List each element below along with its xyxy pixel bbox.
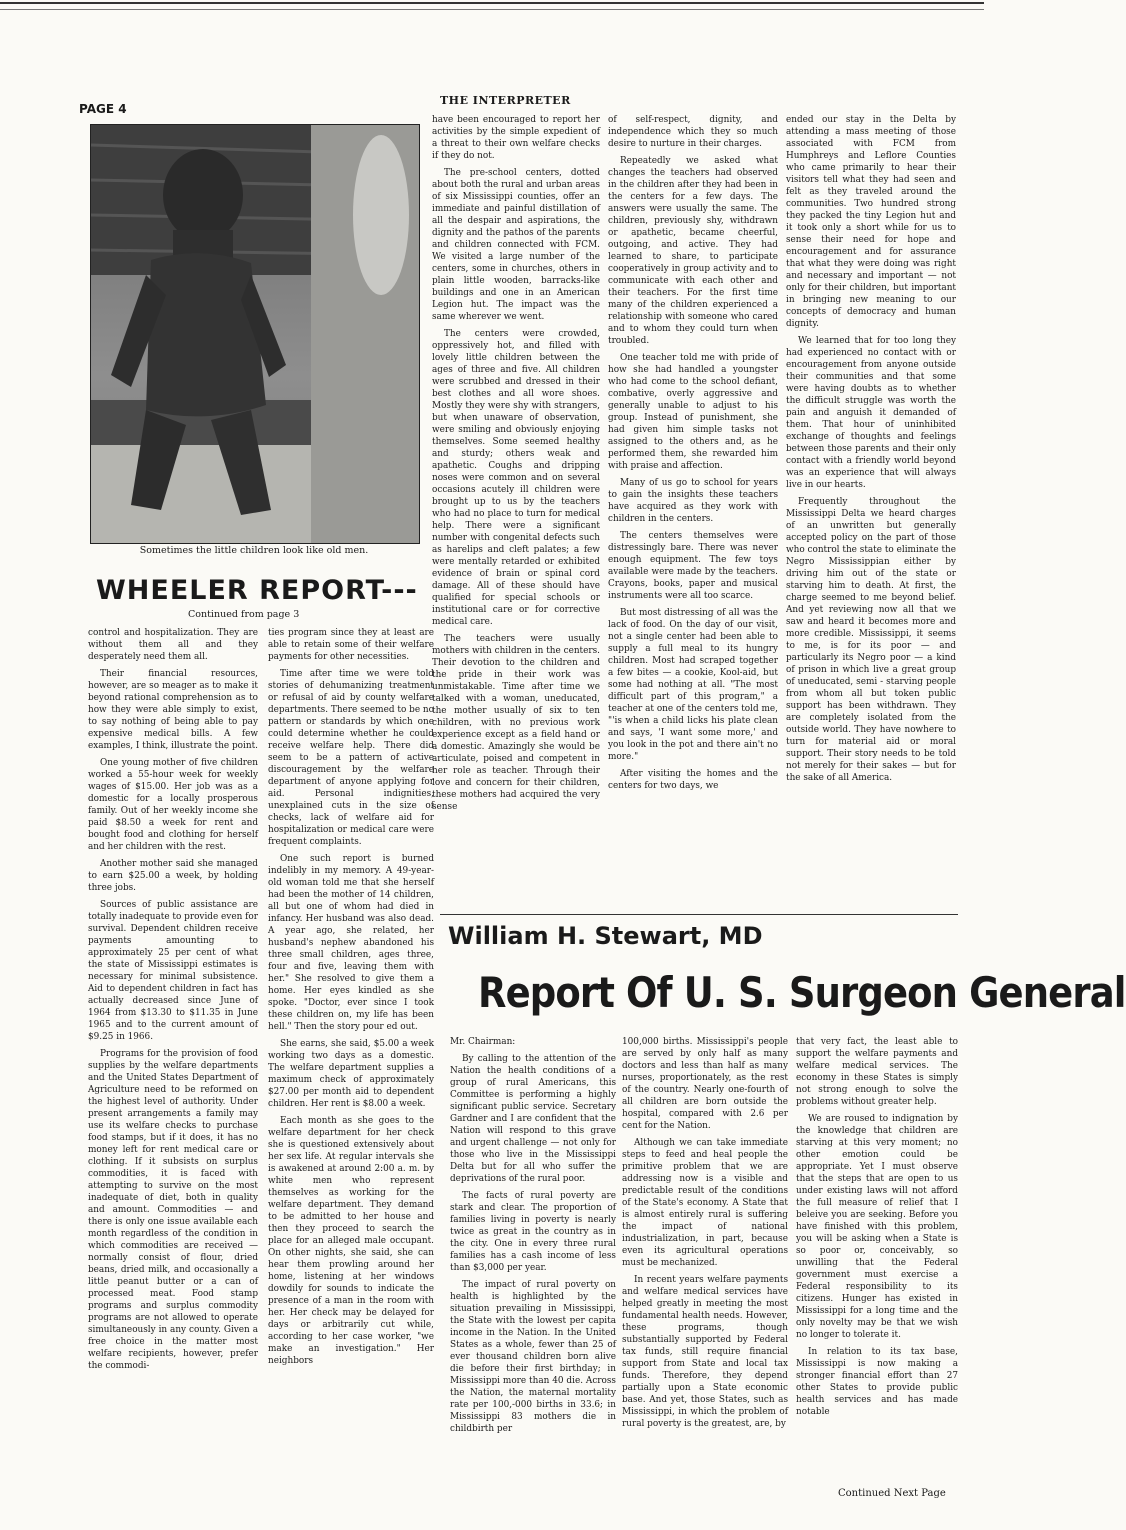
page-number: PAGE 4 (79, 102, 127, 116)
photo-image (91, 125, 419, 543)
paragraph: One young mother of five children worked a 55-hour week for weekly wages of $15.00. Her job was as a domestic for a locally prosperous family. Out of her weekly income she paid $8.50 a week for rent and bought food and clothing for herself and her children with the rest. (88, 758, 258, 852)
paragraph: Programs for the provision of food supplies by the welfare departments and the United States Department of Agriculture need to be reformed on the highest level of authority. Under present arrangements a family may use its welfare checks to purchase food stamps, but if it does, it has no money left for rent medical care or clothing. If it subsists on surplus commodities, it is faced with attempting to survive on the most inadequate of diet, both in quality and amount. Commodities — and there is only one issue available each month regardless of the condition in which commodities are received — normally consist of flour, dried beans, dried milk, and occasionally a little peanut butter or a can of processed meat. Food stamp programs and surplus commodity programs are not allowed to operate simultaneously in any county. Given a free choice in the matter most welfare recipients, however, prefer the commodi- (88, 1049, 258, 1371)
paragraph: We learned that for too long they had experienced no contact with or encouragement from anyone outside their communities and that some were having doubts as to whether the difficult struggle was worth the pain and anguish it demanded of them. That hour of uninhibited exchange of thoughts and feelings between those parents and their only contact with a friendly world beyond was an experience that will always live in our hearts. (786, 336, 956, 490)
paragraph: The impact of rural poverty on health is highlighted by the situation prevailing in Mississippi, the State with the lowest per capita income in the Nation. In the United States as a whole, fewer than 25 of ever thousand children born alive die before their first birthday; in Mississippi more than 40 die. Across the Nation, the maternal mortality rate per 100,-000 births in 33.6; in Mississippi 83 mothers die in childbirth per (450, 1280, 616, 1434)
paragraph: She earns, she said, $5.00 a week working two days as a domestic. The welfare department supplies a maximum check of approximately $27.00 per month aid to dependent children. Her rent is $8.00 a week. (268, 1039, 434, 1109)
stewart-column-3 (796, 1036, 958, 1481)
continued-next: Continued Next Page (838, 1488, 946, 1499)
paragraph: have been encouraged to report her activities by the simple expedient of a threat to their own welfare checks if they do not. (432, 115, 600, 161)
paragraph: We are roused to indignation by the knowledge that children are starving at this very moment; no other emotion could be appropriate. Yet I must observe that the steps that are open to us under existing laws will not afford the full measure of relief that I beleive you are seeking. Before you have finished with this problem, you will be asking when a State is so poor or, conceivably, so unwilling that the Federal government must exercise a Federal responsibility to its citizens. Hunger has existed in Mississippi for a long time and the only novelty may be that we wish no longer to tolerate it. (796, 1114, 958, 1340)
paragraph: Repeatedly we asked what changes the teachers had observed in the children after they had been in the centers for a few days. The answers were usually the same. The children, previously shy, withdrawn or apathetic, became cheerful, outgoing, and active. They had learned to share, to participate cooperatively in group activity and to communicate with each other and their teachers. For the first time many of the children experienced a relationship with someone who cared and to whom they could turn when troubled. (608, 156, 778, 346)
wheeler-column-3 (432, 114, 600, 904)
paragraph: Many of us go to school for years to gain the insights these teachers have acquired as they work with children in the centers. (608, 478, 778, 524)
paragraph: Mr. Chairman: (450, 1037, 516, 1047)
stewart-column-2 (622, 1036, 788, 1481)
paragraph: One such report is burned indelibly in my memory. A 49-year-old woman told me that she herself had been the mother of 14 children, all but one of whom had died in infancy. Her husband was also dead. A year ago, she related, her husband's nephew abandoned his three small children, ages three, four and five, leaving them with her." She resolved to give them a home. Her eyes kindled as she spoke. "Doctor, ever since I took these children on, my life has been hell." Then the story pour ed out. (268, 854, 434, 1032)
stewart-column-1 (450, 1036, 616, 1481)
paragraph: One teacher told me with pride of how she had handled a youngster who had come to the school defiant, combative, overly aggressive and generally unable to adjust to his group. Instead of punishment, she had given him simple tasks not assigned to the others and, as he performed them, she rewarded him with praise and affection. (608, 353, 778, 471)
wheeler-headline: WHEELER REPORT--- (96, 575, 418, 606)
top-border (0, 2, 984, 10)
paragraph: of self-respect, dignity, and independence which they so much desire to nurture in their charges. (608, 115, 778, 149)
wheeler-column-5 (786, 114, 956, 904)
wheeler-column-2 (268, 627, 434, 1522)
section-rule (440, 914, 958, 915)
wheeler-column-1 (88, 627, 258, 1522)
wheeler-column-4 (608, 114, 778, 904)
paragraph: The pre-school centers, dotted about both the rural and urban areas of six Mississippi counties, offer an immediate and painful distillation of all the despair and aspirations, the dignity and the pathos of the parents and children connected with FCM. We visited a large number of the centers, some in churches, others in plain little wooden, barracks-like buildings and one in an American Legion hut. The impact was the same wherever we went. (432, 168, 600, 322)
paragraph: that very fact, the least able to support the welfare payments and welfare medical services. The economy in these States is simply not strong enough to solve the problems without greater help. (796, 1037, 958, 1107)
paragraph: The teachers were usually mothers with children in the centers. Their devotion to the children and the pride in their work was unmistakable. Time after time we talked with a woman, uneducated, the mother usually of six to ten children, with no previous work experience except as a field hand or a domestic. Amazingly she would be articulate, poised and competent in her role as teacher. Through their love and concern for their children, these mothers had acquired the very sense (432, 634, 600, 812)
paragraph: control and hospitalization. They are without them all and they desperately need them all. (88, 628, 258, 662)
paragraph: The centers were crowded, oppressively hot, and filled with lovely little children between the ages of three and five. All children were scrubbed and dressed in their best clothes and all wore shoes. Mostly they were shy with strangers, but when unaware of observation, were smiling and obviously enjoying themselves. Some seemed healthy and sturdy; others weak and apathetic. Coughs and dripping noses were common and on several occasions acutely ill children were brought up to us by the teachers who had no place to turn for medical help. There were a significant number with congenital defects such as harelips and cleft palates; a few were mentally retarded or exhibited evidence of brain or spinal cord damage. All of these should have qualified for special schools or institutional care or for corrective medical care. (432, 329, 600, 627)
paragraph: Each month as she goes to the welfare department for her check she is questioned extensively about her sex life. At regular intervals she is awakened at around 2:00 a. m. by white men who represent themselves as working for the welfare department. They demand to be admitted to her house and then they proceed to search the place for an alleged male occupant. On other nights, she said, she can hear them prowling around her home, listening at her windows dowdily for sounds to indicate the presence of a man in the room with her. Her check may be delayed for days or arbitrarily cut while, according to her case worker, "we make an investigation." Her neighbors (268, 1116, 434, 1366)
paragraph: Frequently throughout the Mississippi Delta we heard charges of an unwritten but generally accepted policy on the part of those who control the state to eliminate the Negro Mississippian either by driving him out of the state or starving him to death. At first, the charge seemed to me beyond belief. And yet reviewing now all that we saw and heard it becomes more and more credible. Mississippi, it seems to me, is for its poor — and particularly its Negro poor — a kind of prison in which live a great group of uneducated, semi - starving people from whom all but token public support has been withdrawn. They are completely isolated from the outside world. They have nowhere to turn for material aid or moral support. Their story needs to be told not merely for their sakes — but for the sake of all America. (786, 497, 956, 783)
paragraph: Another mother said she managed to earn $25.00 a week, by holding three jobs. (88, 859, 258, 893)
paragraph: Time after time we were told stories of dehumanizing treatment or refusal of aid by county welfare departments. There seemed to be no pattern or standards by which one could determine whether he could receive welfare help. There did seem to be a pattern of active discouragement by the welfare department of anyone applying for aid. Personal indignities, unexplained cuts in the size of checks, lack of welfare aid for hospitalization or medical care were frequent complaints. (268, 669, 434, 847)
paragraph: By calling to the attention of the Nation the health conditions of a group of rural Americans, this Committee is performing a highly significant public service. Secretary Gardner and I are confident that the Nation will respond to this grave and urgent challenge — not only for those who live in the Mississippi Delta but for all who suffer the deprivations of the rural poor. (450, 1054, 616, 1184)
newspaper-name: THE INTERPRETER (440, 94, 571, 107)
paragraph: ties program since they at least are able to retain some of their welfare payments for other necessities. (268, 628, 434, 662)
paragraph: In relation to its tax base, Mississippi is now making a stronger financial effort than 27 other States to provide public health services and has made notable (796, 1347, 958, 1417)
paragraph: Sources of public assistance are totally inadequate to provide even for survival. Dependent children receive payments amounting to approximately 25 per cent of what the state of Mississippi estimates is necessary for minimal subsistence. Aid to dependent children in fact has actually decreased since June of 1964 from $13.30 to $11.35 in June 1965 and to the current amount of $9.25 in 1966. (88, 900, 258, 1042)
paragraph: 100,000 births. Mississippi's people are served by only half as many doctors and less than half as many nurses, proportionately, as the rest of the country. Nearly one-fourth of all children are born outside the hospital, compared with 2.6 per cent for the Nation. (622, 1037, 788, 1131)
photo-caption: Sometimes the little children look like old men. (139, 545, 369, 556)
paragraph: After visiting the homes and the centers for two days, we (608, 769, 778, 791)
continued-from: Continued from page 3 (188, 609, 300, 620)
paragraph: In recent years welfare payments and welfare medical services have helped greatly in meeting the most fundamental health needs. However, these programs, though substantially supported by Federal tax funds, still require financial support from State and local tax funds. Therefore, they depend partially upon a State economic base. And yet, those States, such as Mississippi, in which the problem of rural poverty is the greatest, are, by (622, 1275, 788, 1429)
paragraph: ended our stay in the Delta by attending a mass meeting of those associated with FCM from Humphreys and Leflore Counties who came primarily to hear their visitors tell what they had seen and felt as they traveled around the communities. Two hundred strong they packed the tiny Legion hut and it took only a short while for us to sense their need for hope and encouragement and for assurance that what they were doing was right and necessary and important — not only for their children, but important in bringing new meaning to our concepts of democracy and human dignity. (786, 115, 956, 329)
paragraph: The centers themselves were distressingly bare. There was never enough equipment. The few toys available were made by the teachers. Crayons, books, paper and musical instruments were all too scarce. (608, 531, 778, 601)
paragraph: The facts of rural poverty are stark and clear. The proportion of families living in poverty is nearly twice as great in the country as in the city. One in every three rural families has a cash income of less than $3,000 per year. (450, 1191, 616, 1273)
child-photo (90, 124, 420, 544)
byline: William H. Stewart, MD (448, 922, 763, 950)
surgeon-general-headline: Report Of U. S. Surgeon General (478, 968, 1126, 1017)
paragraph: But most distressing of all was the lack of food. On the day of our visit, not a single center had been able to supply a full meal to its hungry children. Most had scraped together a few bites — a cookie, Kool-aid, but some had nothing at all. "The most difficult part of this program," a teacher at one of the centers told me, "'is when a child licks his plate clean and says, 'I want some more,' and you look in the pot and there ain't no more." (608, 608, 778, 762)
paragraph: Although we can take immediate steps to feed and heal people the primitive problem that we are addressing now is a visible and predictable result of the conditions of the State's economy. A State that is almost entirely rural is suffering the impact of national industrialization, in part, because even its agricultural operations must be mechanized. (622, 1138, 788, 1268)
paragraph: Their financial resources, however, are so meager as to make it beyond rational comprehension as to how they were able simply to exist, to say nothing of being able to pay expensive medical bills. A few examples, I think, illustrate the point. (88, 669, 258, 751)
